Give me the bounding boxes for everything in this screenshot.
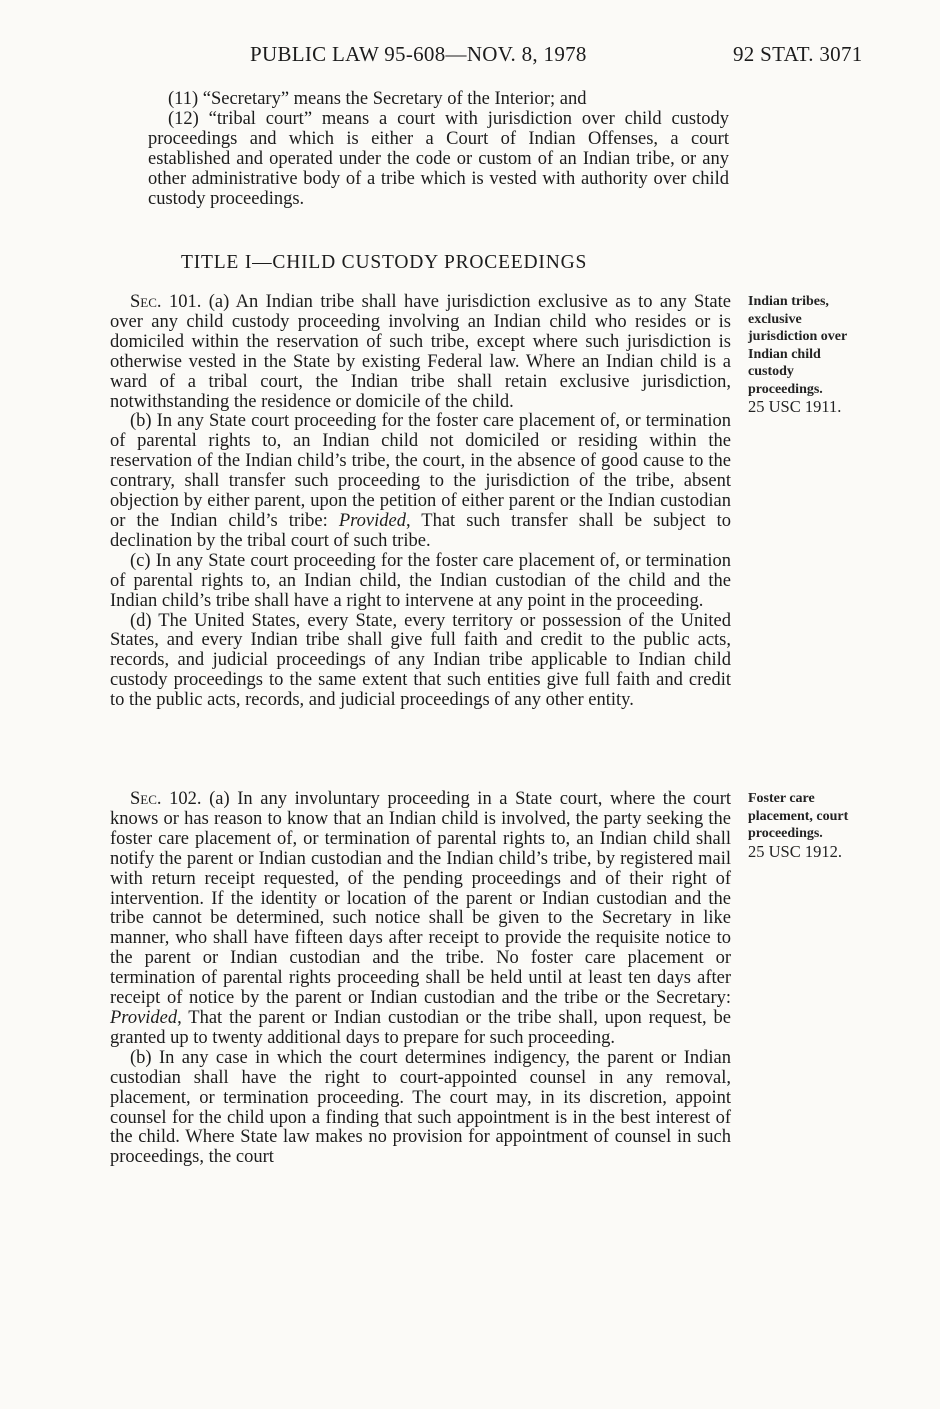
definitions-block: [148, 90, 729, 209]
margin-note-line: proceedings.: [748, 381, 823, 397]
section-label: Sec.: [130, 789, 162, 809]
margin-note-sec-102: [748, 790, 848, 860]
margin-note-line: Indian tribes,: [748, 294, 829, 309]
section-102-b: (b) In any case in which the court determines indigency, the parent or Indian custodian shall have the right to court-appointed counsel in any removal, placement, or termination proceeding. The court may, in its discretion, appoint counsel for the child upon a finding that such appointment is in the best interest of the child. Where State law makes no provision for appointment of counsel in such proceedings, the court: [110, 1047, 731, 1168]
section-label: Sec.: [130, 292, 162, 312]
section-101-c: (c) In any State court proceeding for the foster care placement of, or termination of parental rights to, an Indian child, the Indian custodian of the child and the Indian child’s tribe shall have a right to intervene at any point in the proceeding.: [110, 550, 731, 611]
definition-11: (11) “Secretary” means the Secretary of the Interior; and: [168, 89, 587, 109]
section-101-a: [110, 293, 731, 412]
section-101-b-text: (b) In any State court proceeding for the foster care placement of, or termination of parental rights to, an Indian child not domiciled or residing within the reservation of the Indian child’s tribe, the court, in the absence of good cause to the contrary, shall transfer such proceeding to the jurisdiction of the tribe, absent objection by either parent, upon the petition of either parent or the Indian custodian or the Indian child’s tribe:: [110, 411, 731, 531]
section-102-a: [110, 790, 731, 1049]
margin-note-sec-101: [748, 293, 847, 416]
usc-citation: 25 USC 1912.: [748, 841, 842, 861]
section-101-b: [110, 412, 731, 551]
margin-note-line: proceedings.: [748, 826, 823, 841]
margin-note-line: Foster care: [748, 791, 815, 806]
definition-12: (12) “tribal court” means a court with jurisdiction over child custody proceedings and which is either a Court of Indian Offenses, a court established and operated under the code or custom of an Indian tribe, or any other administrative body of a tribe which is vested with authority over child custody proceedings.: [148, 108, 729, 209]
margin-note-line: exclusive: [748, 311, 802, 327]
margin-note-line: jurisdiction over: [748, 329, 848, 344]
provided-italic: Provided: [110, 1007, 178, 1028]
usc-citation: 25 USC 1911.: [748, 397, 842, 416]
statute-page-number: 92 STAT. 3071: [733, 42, 863, 66]
section-102-a-tail: , That the parent or Indian custodian or the tribe shall, upon request, be granted up to twenty additional days to prepare for such proceeding.: [110, 1007, 731, 1048]
margin-note-line: custody: [748, 364, 794, 379]
title-heading: TITLE I—CHILD CUSTODY PROCEEDINGS: [181, 252, 588, 273]
section-101-b-tail: , That such transfer shall be subject to declination by the tribal court of such tribe.: [110, 510, 731, 551]
margin-note-line: placement, court: [748, 808, 849, 824]
running-header: PUBLIC LAW 95-608—NOV. 8, 1978: [250, 42, 587, 66]
section-102-a-text: 102. (a) In any involuntary proceeding in a State court, where the court knows or has reason to know that an Indian child is involved, the party seeking the foster care placement of, or termination of parental rights to, an Indian child shall notify the parent or Indian custodian and the Indian child’s tribe, by registered mail with return receipt requested, of the pending proceedings and of their right of intervention. If the identity or location of the parent or Indian custodian and the tribe cannot be determined, such notice shall be given to the Secretary in like manner, who shall have fifteen days after receipt to provide the requisite notice to the parent or Indian custodian and the tribe. No foster care placement or termination of parental rights proceeding shall be held until at least ten days after receipt of notice by the parent or Indian custodian and the tribe or the Secretary:: [110, 789, 731, 1009]
section-102: [110, 790, 731, 1168]
margin-note-line: Indian child: [748, 346, 821, 362]
section-101-a-text: 101. (a) An Indian tribe shall have jurisdiction exclusive as to any State over any child custody proceeding involving an Indian child who resides or is domiciled within the reservation of such tribe, except where such jurisdiction is otherwise vested in the State by existing Federal law. Where an Indian child is a ward of a tribal court, the Indian tribe shall retain exclusive jurisdiction, notwithstanding the residence or domicile of the child.: [110, 292, 731, 412]
provided-italic: Provided: [338, 510, 406, 531]
section-101: [110, 293, 731, 711]
section-101-d: (d) The United States, every State, every territory or possession of the United States, and every Indian tribe shall give full faith and credit to the public acts, records, and judicial proceedings of any Indian tribe applicable to Indian child custody proceedings to the same extent that such entities give full faith and credit to the public acts, records, and judicial proceedings of any other entity.: [110, 610, 731, 711]
